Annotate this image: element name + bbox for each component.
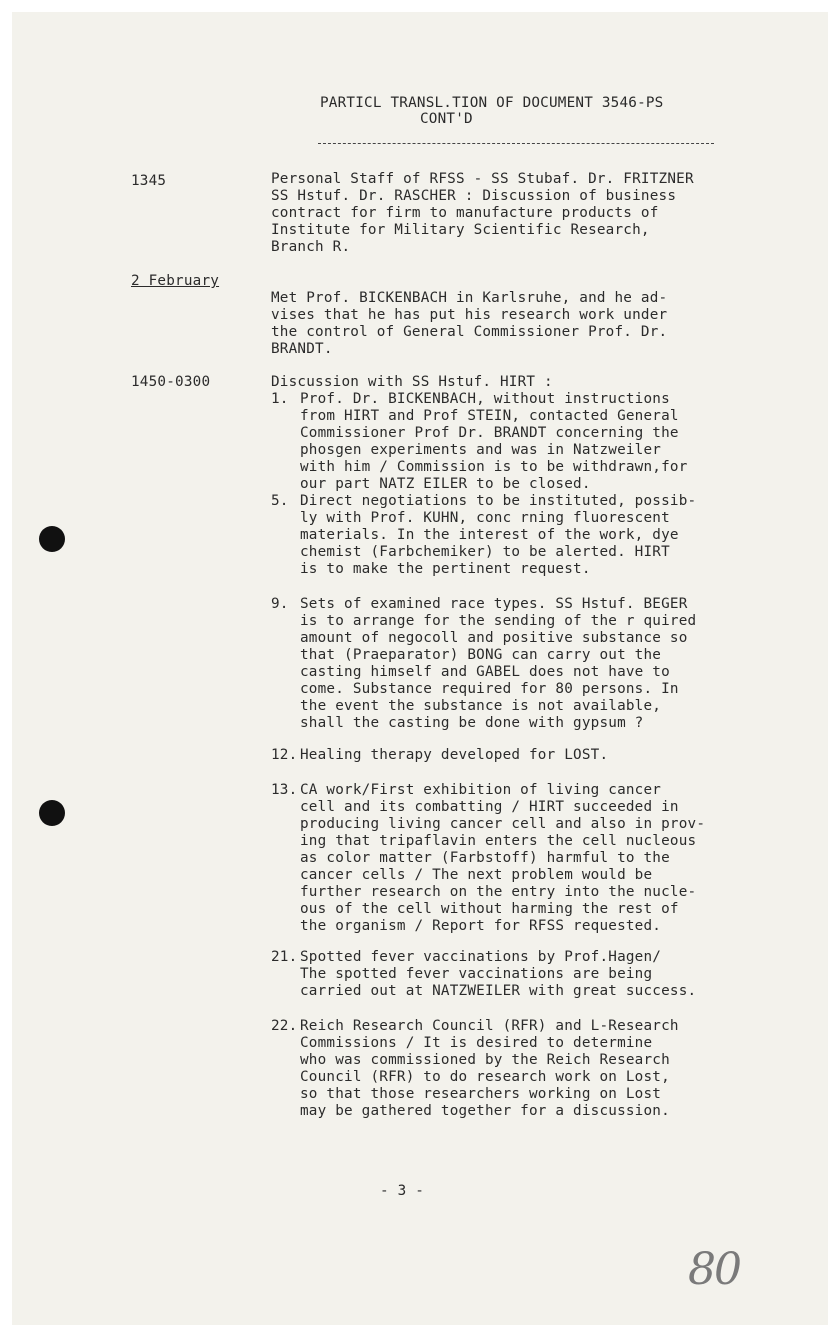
item-number: 22. — [271, 1018, 298, 1034]
text-line: Prof. Dr. BICKENBACH, without instructions — [300, 391, 670, 407]
punch-hole-top — [39, 526, 65, 552]
text-line: carried out at NATZWEILER with great success. — [300, 983, 697, 999]
text-line: who was commissioned by the Reich Research — [300, 1052, 670, 1068]
text-line: Direct negotiations to be instituted, possib- — [300, 493, 697, 509]
text-line: with him / Commission is to be withdrawn,for — [300, 459, 688, 475]
entry-date: 2 February — [131, 273, 220, 289]
title-rule — [318, 143, 714, 144]
handwritten-page-number: 80 — [688, 1244, 740, 1295]
entry-intro: Discussion with SS Hstuf. HIRT : — [271, 374, 553, 390]
page-number: - 3 - — [380, 1183, 425, 1199]
item-number: 21. — [271, 949, 298, 965]
item-text — [300, 391, 688, 493]
item-text — [300, 493, 696, 578]
text-line: BRANDT. — [271, 341, 333, 357]
item-text — [300, 782, 705, 935]
text-line: cell and its combatting / HIRT succeeded in — [300, 799, 679, 815]
text-line: Personal Staff of RFSS - SS Stubaf. Dr. FRITZNER — [271, 171, 694, 187]
text-line: the control of General Commissioner Prof. Dr. — [271, 324, 668, 340]
text-line: Institute for Military Scientific Research, — [271, 222, 650, 238]
text-line: is to make the pertinent request. — [300, 561, 591, 577]
text-line: Healing therapy developed for LOST. — [300, 747, 609, 763]
text-line: producing living cancer cell and also in prov- — [300, 816, 706, 832]
item-number: 9. — [271, 596, 289, 612]
entry-text — [271, 290, 667, 358]
text-line: chemist (Farbchemiker) to be alerted. HIRT — [300, 544, 670, 560]
text-line: The spotted fever vaccinations are being — [300, 966, 653, 982]
text-line: the event the substance is not available, — [300, 698, 662, 714]
text-line: come. Substance required for 80 persons. In — [300, 681, 679, 697]
punch-hole-bottom — [39, 800, 65, 826]
item-text — [300, 1018, 679, 1120]
text-line: ly with Prof. KUHN, conc rning fluorescent — [300, 510, 670, 526]
text-line: cancer cells / The next problem would be — [300, 867, 653, 883]
text-line: Branch R. — [271, 239, 351, 255]
document-title: PARTICL TRANSL.TION OF DOCUMENT 3546-PS — [320, 95, 664, 111]
entry-text — [271, 171, 694, 256]
text-line: SS Hstuf. Dr. RASCHER : Discussion of business — [271, 188, 677, 204]
text-line: further research on the entry into the nucle- — [300, 884, 697, 900]
text-line: Spotted fever vaccinations by Prof.Hagen/ — [300, 949, 662, 965]
item-number: 13. — [271, 782, 298, 798]
text-line: Commissioner Prof Dr. BRANDT concerning the — [300, 425, 679, 441]
entry-time: 1450-0300 — [131, 374, 211, 390]
text-line: is to arrange for the sending of the r quired — [300, 613, 697, 629]
item-text — [300, 596, 696, 732]
text-line: Council (RFR) to do research work on Lost, — [300, 1069, 670, 1085]
text-line: shall the casting be done with gypsum ? — [300, 715, 644, 731]
text-line: Reich Research Council (RFR) and L-Research — [300, 1018, 679, 1034]
text-line: CA work/First exhibition of living cancer — [300, 782, 662, 798]
text-line: that (Praeparator) BONG can carry out the — [300, 647, 662, 663]
text-line: so that those researchers working on Lost — [300, 1086, 662, 1102]
text-line: ing that tripaflavin enters the cell nucleous — [300, 833, 697, 849]
text-line: vises that he has put his research work under — [271, 307, 668, 323]
text-line: ous of the cell without harming the rest of — [300, 901, 679, 917]
text-line: as color matter (Farbstoff) harmful to the — [300, 850, 670, 866]
text-line: phosgen experiments and was in Natzweiler — [300, 442, 662, 458]
text-line: from HIRT and Prof STEIN, contacted General — [300, 408, 679, 424]
text-line: materials. In the interest of the work, dye — [300, 527, 679, 543]
text-line: contract for firm to manufacture products of — [271, 205, 659, 221]
text-line: Sets of examined race types. SS Hstuf. BEGER — [300, 596, 688, 612]
text-line: casting himself and GABEL does not have to — [300, 664, 670, 680]
text-line: the organism / Report for RFSS requested. — [300, 918, 662, 934]
text-line: Met Prof. BICKENBACH in Karlsruhe, and he ad- — [271, 290, 668, 306]
item-text — [300, 747, 608, 764]
document-subtitle: CONT'D — [420, 111, 473, 127]
text-line: amount of negocoll and positive substance so — [300, 630, 688, 646]
entry-time: 1345 — [131, 173, 167, 189]
item-number: 12. — [271, 747, 298, 763]
item-number: 1. — [271, 391, 289, 407]
text-line: may be gathered together for a discussion. — [300, 1103, 670, 1119]
text-line: our part NATZ EILER to be closed. — [300, 476, 591, 492]
text-line: Commissions / It is desired to determine — [300, 1035, 653, 1051]
item-number: 5. — [271, 493, 289, 509]
item-text — [300, 949, 696, 1000]
